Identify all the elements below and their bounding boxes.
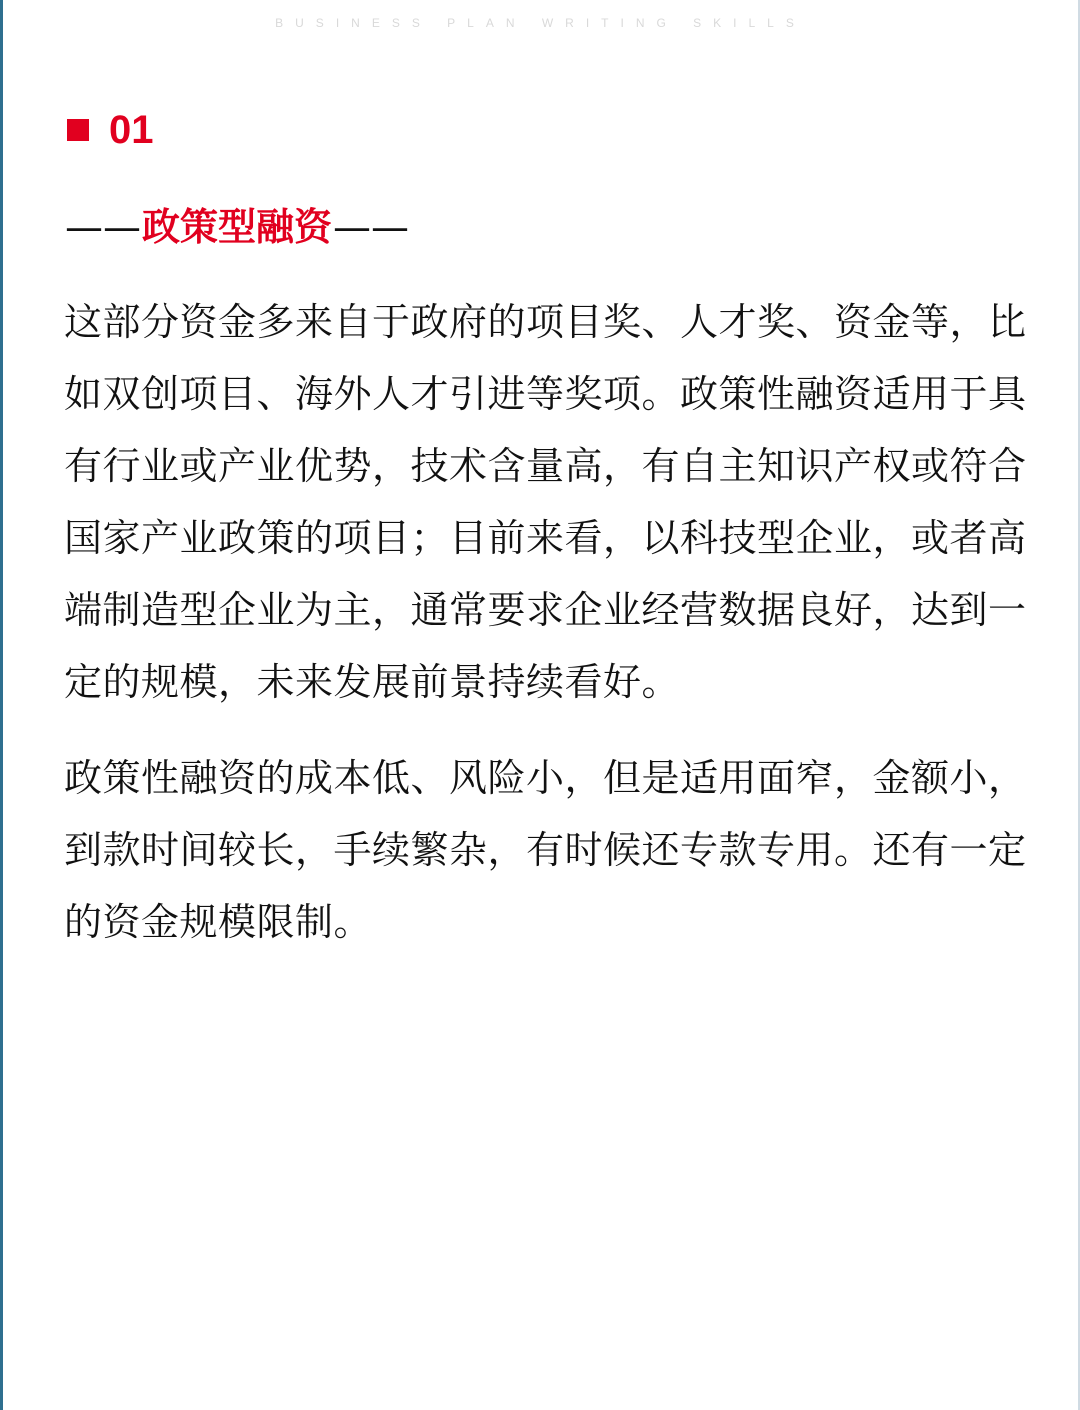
right-decorative-dash: —— <box>333 205 410 249</box>
section-number: 01 <box>109 108 154 152</box>
left-decorative-dash: —— <box>65 205 141 249</box>
top-caption: BUSINESS PLAN WRITING SKILLS <box>275 16 806 30</box>
section-heading <box>67 104 154 156</box>
article-content <box>64 286 1044 958</box>
body-paragraph-1: 这部分资金多来自于政府的项目奖、人才奖、资金等，比如双创项目、海外人才引进等奖项。政策性融资适用于具有行业或产业优势，技术含量高，有自主知识产权或符合国家产业政策的项目；目前来看，以科技型企业，或者高端制造型企业为主，通常要求企业经营数据良好，达到一定的规模，未来发展前景持续看好。 <box>64 300 1027 704</box>
section-title: 政策型融资 <box>142 205 333 249</box>
red-square-icon <box>67 119 89 141</box>
section-subtitle <box>65 198 409 256</box>
body-paragraph-2: 政策性融资的成本低、风险小，但是适用面窄，金额小，到款时间较长，手续繁杂，有时候还专款专用。还有一定的资金规模限制。 <box>64 756 1027 944</box>
